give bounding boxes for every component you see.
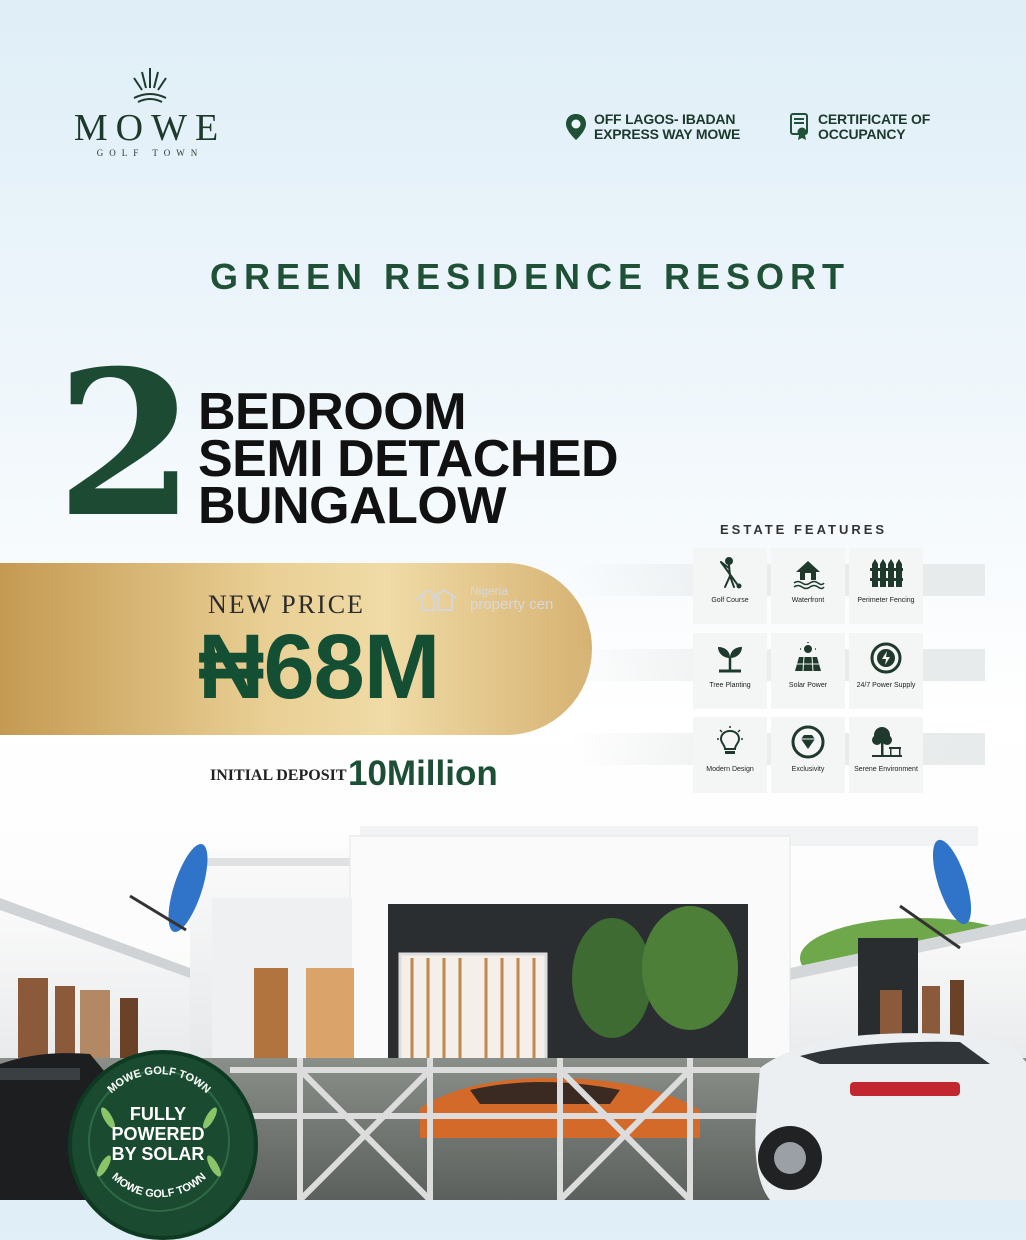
resort-title: GREEN RESIDENCE RESORT (209, 256, 851, 297)
feature-power-supply (849, 633, 923, 709)
feature-tree-planting (693, 633, 767, 709)
badge-ring-top: MOWE GOLF TOWN (105, 1064, 213, 1096)
headline-line-1: BEDROOM (198, 383, 467, 441)
price-value: ₦68M (198, 616, 440, 718)
certificate-line-1: CERTIFICATE OF (818, 111, 931, 127)
watermark-line-1: Nigeria (470, 584, 509, 598)
badge-ring-bottom: MOWE GOLF TOWN (109, 1170, 209, 1201)
headline-line-3: BUNGALOW (198, 477, 506, 535)
certificate-icon (788, 113, 812, 141)
feature-exclusivity (771, 717, 845, 793)
map-pin-icon (564, 113, 588, 141)
deposit-label: INITIAL DEPOSIT (210, 767, 347, 784)
badge-line-2: POWERED (111, 1124, 205, 1144)
watermark (414, 584, 553, 612)
white-suv (755, 1033, 1026, 1200)
brand-logo (60, 66, 240, 176)
feature-label: Modern Design (706, 766, 754, 773)
golfer-icon (713, 556, 747, 590)
location-info (564, 112, 740, 142)
watermark-line-2: property cen (470, 596, 554, 613)
feature-label: Waterfront (791, 597, 825, 604)
feature-label: Golf Course (711, 597, 749, 604)
feature-label: Perimeter Fencing (857, 597, 915, 604)
feature-perimeter-fencing (849, 548, 923, 624)
power-clock-icon (869, 641, 903, 675)
diamond-icon (791, 725, 825, 759)
solar-panel-icon (791, 641, 825, 675)
certificate-line-2: OCCUPANCY (818, 126, 906, 142)
watermark-house-icon (414, 586, 458, 612)
location-line-2: EXPRESS WAY MOWE (594, 126, 741, 142)
brand-name: MOWE (73, 107, 227, 149)
svg-text:MOWE GOLF TOWN (109, 1171, 208, 1201)
badge-text (92, 1104, 224, 1164)
feature-label: Solar Power (788, 682, 828, 689)
badge-line-1: FULLY (129, 1104, 187, 1124)
certificate-info (788, 112, 930, 142)
house-water-icon (791, 556, 825, 590)
headline-line-2: SEMI DETACHED (198, 430, 619, 488)
new-price-label: NEW PRICE (208, 590, 365, 619)
badge-line-3: BY SOLAR (111, 1144, 205, 1164)
feature-waterfront (771, 548, 845, 624)
feature-modern-design (693, 717, 767, 793)
feature-serene-environment (849, 717, 923, 793)
lightbulb-icon (713, 725, 747, 759)
location-line-1: OFF LAGOS- IBADAN (594, 111, 736, 127)
crown-icon (120, 66, 180, 110)
svg-text:MOWE GOLF TOWN (105, 1065, 212, 1096)
feature-label: Serene Environment (854, 766, 918, 773)
fence-icon (869, 556, 903, 590)
sprout-icon (713, 641, 747, 675)
tree-bench-icon (869, 725, 903, 759)
feature-label: 24/7 Power Supply (856, 682, 916, 689)
brand-subtitle: GOLF TOWN (96, 148, 204, 158)
bedroom-count: 2 (56, 327, 196, 562)
features-title: ESTATE FEATURES (720, 522, 888, 537)
feature-golf-course (693, 548, 767, 624)
feature-label: Exclusivity (791, 766, 825, 773)
feature-label: Tree Planting (709, 682, 751, 689)
feature-solar-power (771, 633, 845, 709)
deposit-value: 10Million (348, 754, 498, 793)
